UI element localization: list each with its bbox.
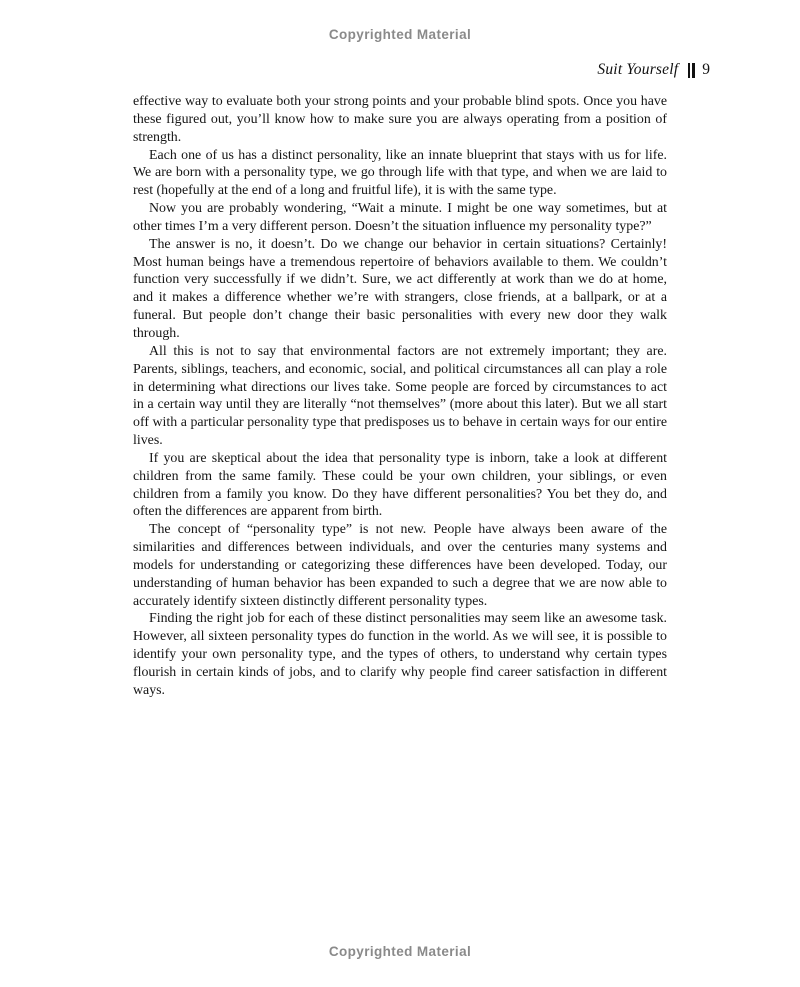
body-text [133, 93, 667, 700]
paragraph: Each one of us has a distinct personality, like an innate blueprint that stays with us for life. We are born with a personality type, we go through life with that type, and when we are laid to rest (hopefully at the end of a long and fruitful life), it is with the same type. [133, 147, 667, 199]
paragraph: If you are skeptical about the idea that personality type is inborn, take a look at different children from the same family. These could be your own children, your siblings, or even children from a family you know. Do they have different personalities? You bet they do, and often the differences are apparent from birth. [133, 450, 667, 520]
copyright-notice-bottom: Copyrighted Material [328, 944, 472, 959]
paragraph: Now you are probably wondering, “Wait a minute. I might be one way sometimes, but at other times I’m a very different person. Doesn’t the situation influence my personality type?” [133, 201, 667, 234]
copyright-notice-top: Copyrighted Material [328, 27, 472, 42]
page-number: 9 [702, 61, 710, 78]
paragraph: The concept of “personality type” is not new. People have always been aware of the similarities and differences between individuals, and over the centuries many systems and models for understanding or categorizing these differences have been developed. Today, our understanding of human behavior has been expanded to such a degree that we are now able to accurately identify sixteen distinctly different personality types. [133, 522, 667, 609]
paragraph: Finding the right job for each of these distinct personalities may seem like an awesome task. However, all sixteen personality types do function in the world. As we will see, it is possible to identify your own personality type, and the types of others, to understand why certain types flourish in certain kinds of jobs, and to clarify why people find career satisfaction in different ways. [133, 611, 667, 698]
paragraph: effective way to evaluate both your strong points and your probable blind spots. Once you have these figured out, you’ll know how to make sure you are always operating from a position of strength. [133, 94, 667, 145]
paragraph: All this is not to say that environmental factors are not extremely important; they are. Parents, siblings, teachers, and economic, social, and political circumstances all can play a role in determining what directions our lives take. Some people are forced by circumstances to act in a certain way until they are literally “not themselves” (more about this later). But we all start off with a particular personality type that predisposes us to behave in certain ways for our entire lives. [133, 343, 667, 449]
book-title: Suit Yourself [597, 61, 679, 78]
double-bar-divider [688, 63, 695, 78]
paragraph: The answer is no, it doesn’t. Do we change our behavior in certain situations? Certainly! Most human beings have a tremendous repertoire of behaviors available to them. We couldn’t function very successfully if we didn’t. Sure, we act differently at work than we do at home, and it makes a difference whether we’re with strangers, close friends, at a ballpark, or at a funeral. But people don’t change their basic personalities with every new door they walk through. [133, 236, 667, 341]
running-header [597, 61, 710, 79]
